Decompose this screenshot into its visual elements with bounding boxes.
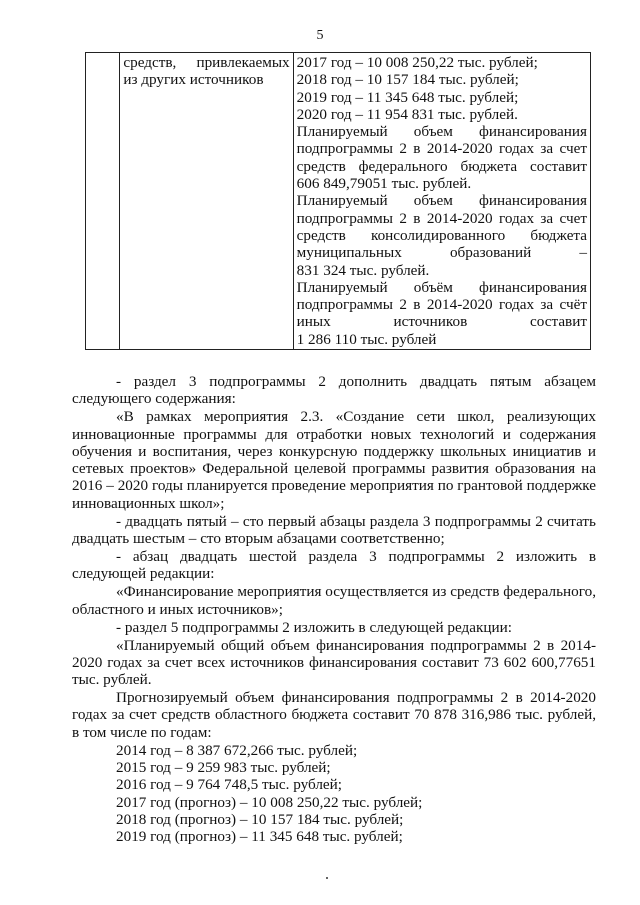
paragraph: - раздел 3 подпрограммы 2 дополнить двадцать пятым абзацем следующего содержания: [72, 373, 596, 408]
cell-text-line: средств федерального бюджета составит [296, 157, 587, 175]
cell-text-line: подпрограммы 2 в 2014-2020 годах за счет [296, 140, 587, 158]
cell-text-line: средств, привлекаемых [123, 54, 290, 71]
year-line: 2018 год (прогноз) – 10 157 184 тыс. рублей; [116, 810, 404, 828]
table-row [86, 53, 591, 350]
scan-speck [326, 877, 328, 879]
table-cell-source [120, 53, 293, 350]
year-line: 2016 год – 9 764 748,5 тыс. рублей; [116, 776, 343, 794]
year-line: 2017 год (прогноз) – 10 008 250,22 тыс. рублей; [116, 793, 423, 811]
paragraph: Прогнозируемый объем финансирования подпрограммы 2 в 2014-2020 годах за счет средств областного бюджета составит 70 878 316,986 тыс. рублей, в том числе по годам: [72, 689, 596, 741]
document-body [72, 373, 596, 846]
page-number: 5 [316, 28, 324, 43]
cell-text-line: муниципальных образований – [296, 244, 587, 262]
cell-text-line: Планируемый объем финансирования [296, 123, 587, 141]
paragraph: - абзац двадцать шестой раздела 3 подпрограммы 2 изложить в следующей редакции: [72, 548, 596, 583]
cell-text-line: 606 849,79051 тыс. рублей. [296, 175, 472, 193]
paragraph: - двадцать пятый – сто первый абзацы раздела 3 подпрограммы 2 считать двадцать шестым – сто вторым абзацами соответственно; [72, 512, 596, 548]
cell-text-line: иных источников составит [296, 313, 587, 331]
paragraph: «Планируемый общий объем финансирования подпрограммы 2 в 2014-2020 годах за счет всех источников финансирования составит 73 602 600,77651 тыс. рублей. [72, 636, 596, 689]
cell-text-line: Планируемый объем финансирования [296, 192, 587, 210]
paragraph: - раздел 5 подпрограммы 2 изложить в следующей редакции: [116, 618, 512, 636]
financing-table [85, 52, 591, 350]
year-line: 2015 год – 9 259 983 тыс. рублей; [116, 759, 331, 777]
cell-text-line: 2019 год – 11 345 648 тыс. рублей; [296, 88, 519, 106]
year-line: 2019 год (прогноз) – 11 345 648 тыс. рублей; [116, 828, 403, 846]
cell-text-line: 2017 год – 10 008 250,22 тыс. рублей; [296, 54, 538, 71]
cell-text-line: 2018 год – 10 157 184 тыс. рублей; [296, 71, 519, 89]
cell-text-line: 2020 год – 11 954 831 тыс. рублей. [296, 105, 518, 123]
cell-text-line: из других источников [123, 71, 264, 89]
cell-text-line: 1 286 110 тыс. рублей [296, 330, 437, 348]
paragraph: «Финансирование мероприятия осуществляется из средств федерального, областного и иных источников»; [72, 583, 596, 618]
year-line: 2014 год – 8 387 672,266 тыс. рублей; [116, 741, 358, 759]
cell-text-line: средств консолидированного бюджета [296, 226, 587, 244]
cell-text-line: 831 324 тыс. рублей. [296, 261, 430, 279]
cell-text-line: подпрограммы 2 в 2014-2020 годах за счёт [296, 296, 587, 314]
cell-text-line: подпрограммы 2 в 2014-2020 годах за счет [296, 209, 587, 227]
table-cell-empty [86, 53, 120, 350]
table-cell-amounts [293, 53, 590, 350]
cell-text-line: Планируемый объём финансирования [296, 278, 587, 296]
paragraph: «В рамках мероприятия 2.3. «Создание сети школ, реализующих инновационные программы для отработки новых технологий и содержания обучения и воспитания, через конкурсную поддержку школьных инициатив и сетевых проектов» Федеральной целевой программы развития образования на 2016 – 2020 годы планируется проведение мероприятия по грантовой поддержке инновационных школ»; [72, 408, 596, 512]
